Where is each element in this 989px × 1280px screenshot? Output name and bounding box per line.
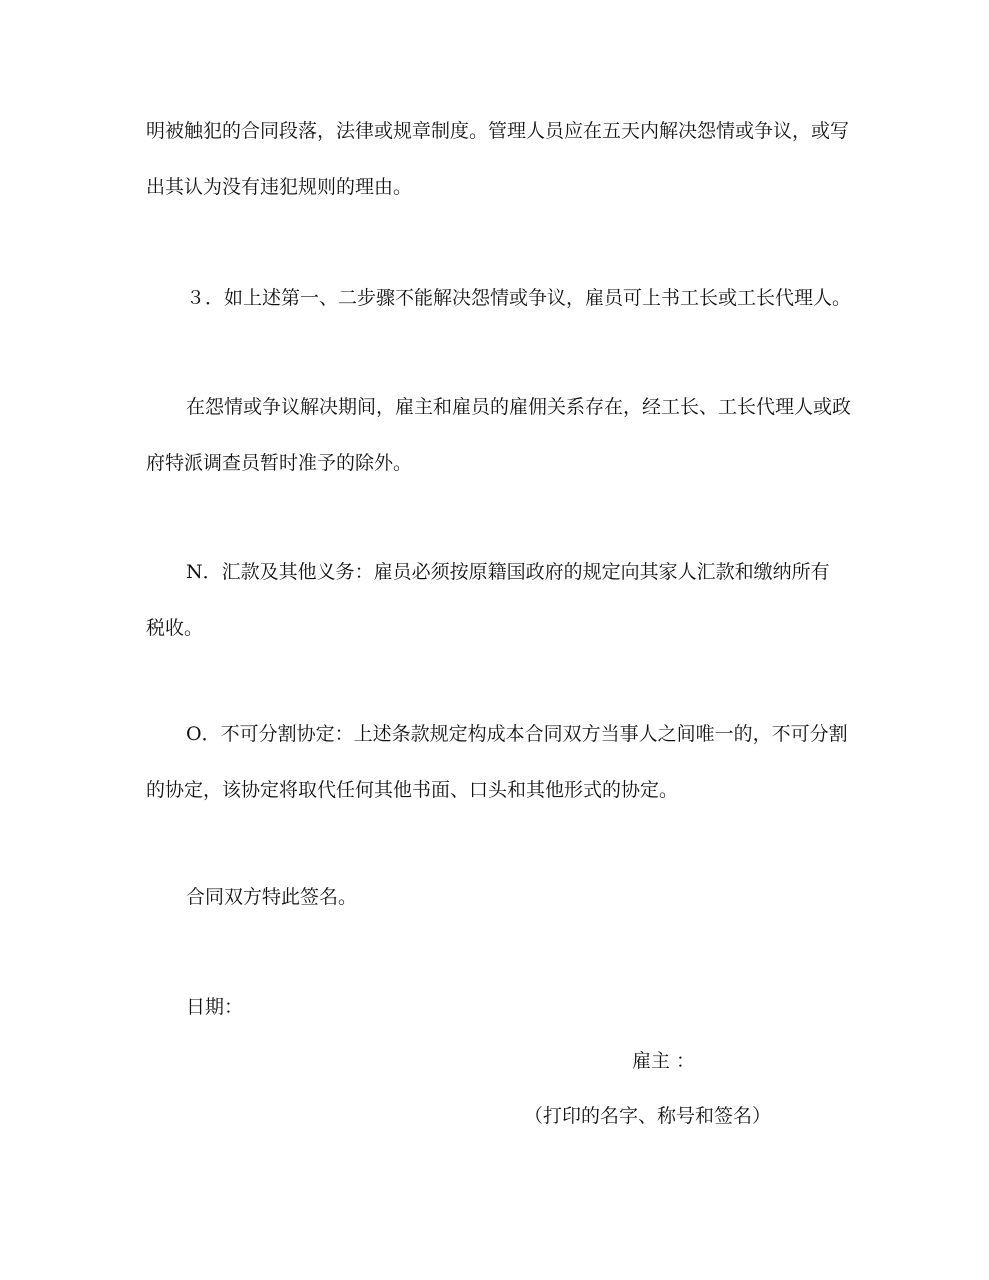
clause-o-line-2: 的协定，该协定将取代任何其他书面、口头和其他形式的协定。 [146,779,679,801]
dispute-period-line-1: 在怨情或争议解决期间，雇主和雇员的雇佣关系存在，经工长、工长代理人或政 [186,396,852,418]
signature-instructions: （打印的名字、称号和签名） [524,1105,772,1127]
paragraph-line-2: 出其认为没有违犯规则的理由。 [146,176,413,198]
clause-3-line: ３．如上述第一、二步骤不能解决怨情或争议，雇员可上书工长或工长代理人。 [186,287,852,309]
dispute-period-line-2: 府特派调查员暂时准予的除外。 [146,452,413,474]
clause-o-line-1: O．不可分割协定：上述条款规定构成本合同双方当事人之间唯一的，不可分割 [186,723,848,745]
clause-n-line-2: 税收。 [146,617,204,639]
signature-statement: 合同双方特此签名。 [186,886,358,908]
clause-n-line-1: N．汇款及其他义务：雇员必须按原籍国政府的规定向其家人汇款和缴纳所有 [186,561,830,583]
date-label: 日期： [186,996,244,1018]
employer-label: 雇主 ： [632,1050,696,1072]
paragraph-line-1: 明被触犯的合同段落，法律或规章制度。管理人员应在五天内解决怨情或争议，或写 [146,120,850,142]
